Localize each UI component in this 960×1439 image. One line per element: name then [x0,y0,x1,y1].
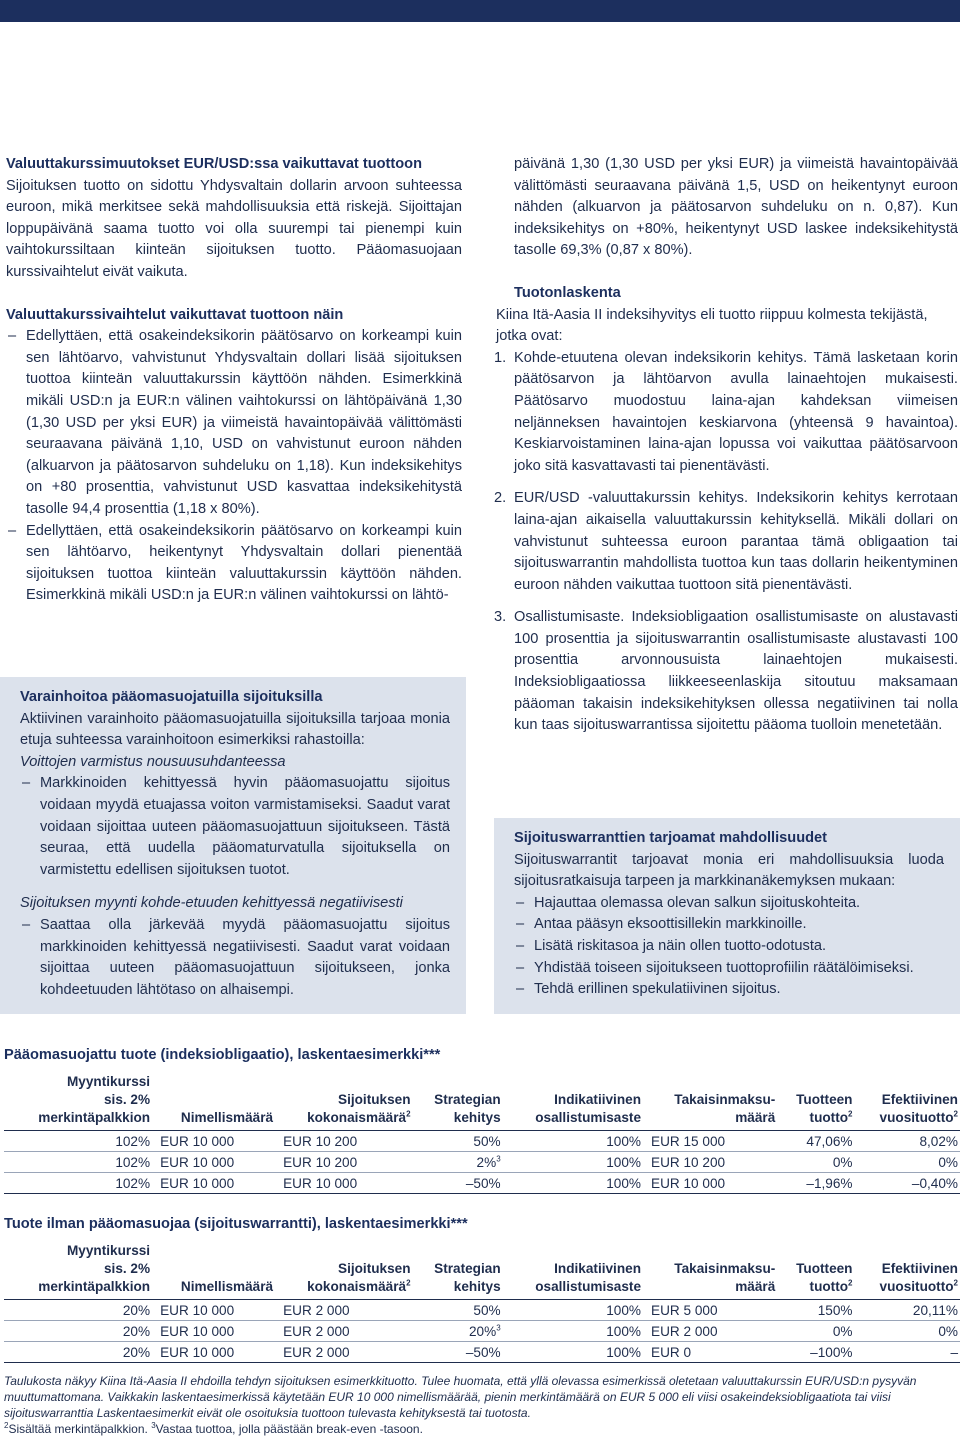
table-header-row [4,1073,960,1131]
table-cell: EUR 10 000 [152,1152,275,1173]
paragraph: Sijoituksen tuotto on sidottu Yhdysvaltain dollarin arvoon suhteessa euroon, mikä merkitsee sekä mahdollisuuksia että riskejä. Sijoittajan loppupäivänä saama tuotto voi olla suurempi tai pienempi kuin vaihtokurssiltaan kiinteän sijoituksen tuotto. Pääomasuojaan kurssivaihtelut eivät vaikuta. [6,177,462,280]
right-column [494,154,958,737]
table-cell: 102% [4,1173,152,1194]
table-cell: 8,02% [855,1131,960,1152]
table-title: Tuote ilman pääomasuojaa (sijoituswarrantti), laskentaesimerkki*** [4,1216,468,1232]
top-bar [0,0,960,22]
table-cell: 0% [855,1152,960,1173]
col-header-annual-return: Efektiivinen vuosituotto$^2$ [855,1073,960,1131]
dash-item: – Edellyttäen, että osakeindeksikorin päätösarvo on korkeampi kuin sen lähtöarvo, heikentynyt Yhdysvaltain dollari pienentää sijoituksen tuottoa kiinteän valuuttakurssin käyttöön nähden. Esimerkkinä mikäli USD:n ja EUR:n välinen vaihtokurssi on lähtö- [6,521,462,607]
dash-item: – Tehdä erillinen spekulatiivinen sijoitus. [514,979,944,1001]
table-cell: 0% [777,1321,854,1342]
col-header-strategy: Strategian kehitys [413,1242,503,1300]
dash-item: – Yhdistää toiseen sijoitukseen tuottoprofiilin räätälöimiseksi. [514,958,944,980]
table-cell: 100% [503,1152,643,1173]
table-title: Pääomasuojattu tuote (indeksiobligaatio), laskentaesimerkki*** [4,1047,441,1063]
col-header-participation: Indikatiivinen osallistumisaste [503,1073,643,1131]
table-cell: 102% [4,1152,152,1173]
table-cell: EUR 10 200 [275,1131,412,1152]
dash-item: – Markkinoiden kehittyessä hyvin pääomasuojattu sijoitus voidaan myydä etuajassa voiton varmistamiseksi. Saadut varat voidaan sijoittaa uuteen pääomasuojattuun sijoitukseen. Tästä seuraa, että uudella pääomaturvatulla sijoituksella on varmistettu edellisen sijoituksen tuotot. [20,773,450,881]
table-row [4,1300,960,1321]
numbered-item [494,348,958,478]
numbered-item [494,488,958,596]
table-row [4,1173,960,1194]
table-cell: EUR 0 [643,1342,777,1363]
table-cell: 2%$^3$ [413,1152,503,1173]
col-header-product-return: Tuotteen tuotto$^2$ [777,1073,854,1131]
table-cell: 20% [4,1321,152,1342]
table-cell: –50% [413,1173,503,1194]
table-row [4,1342,960,1363]
table-cell: EUR 10 000 [152,1173,275,1194]
footnote-main: Taulukosta näkyy Kiina Itä-Aasia II ehdoilla tehdyn sijoituksen esimerkkituotto. Tulee huomata, että yllä olevassa esimerkissä oletetaan valuuttakurssin EUR/USD:n pysyvän muuttumattomana. Vaikkakin laskentaesimerkissä käytetään EUR 10 000 nimellismäärää, pienin merkintämäärä on EUR 5 000 eli viisi osakeindeksiobligaatiota tai viisi sijoituswarranttia Laskentaesimerkit eivät ole osoituksia tuottoon tulevasta kehityksestä tai tuotosta. [4,1374,917,1420]
table-cell: –0,40% [855,1173,960,1194]
section-heading: Valuuttakurssivaihtelut vaikuttavat tuottoon näin [6,306,344,323]
dash-item: – Hajauttaa olemassa olevan salkun sijoituskohteita. [514,893,944,915]
box-title: Sijoituswarranttien tarjoamat mahdollisuudet [514,830,828,846]
dash-list [514,893,944,1001]
col-header-strategy: Strategian kehitys [413,1073,503,1131]
section-heading: Valuuttakurssimuutokset EUR/USD:ssa vaikuttavat tuottoon [6,156,422,172]
table-cell: 100% [503,1321,643,1342]
col-header-annual-return: Efektiivinen vuosituotto$^2$ [855,1242,960,1300]
table-cell: 20,11% [855,1300,960,1321]
dash-item: – Antaa pääsyn eksoottisillekin markkinoille. [514,914,944,936]
table-row [4,1152,960,1173]
table-cell: 150% [777,1300,854,1321]
footnote-refs: $^2$Sisältää merkintäpalkkion. $^3$Vastaa tuottoa, jolla päästään break-even -tasoon. [4,1421,423,1436]
table-cell: –100% [777,1342,854,1363]
table-cell: 0% [777,1152,854,1173]
col-header-total-investment: Sijoituksen kokonaismäärä$^2$ [275,1073,412,1131]
table-cell: EUR 10 000 [275,1173,412,1194]
paragraph: Kiina Itä-Aasia II indeksihyvitys eli tuotto riippuu kolmesta tekijästä, jotka ovat: [496,306,928,345]
info-box-warrants [494,818,960,1014]
table-cell: 100% [503,1173,643,1194]
table-cell: 50% [413,1131,503,1152]
dash-item: – Lisätä riskitasoa ja näin ollen tuotto-odotusta. [514,936,944,958]
table-row [4,1131,960,1152]
dash-item: – Edellyttäen, että osakeindeksikorin päätösarvo on korkeampi kuin sen lähtöarvo, vahvistunut Yhdysvaltain dollari lisää sijoituksen tuottoa kiinteän valuuttakurssin käyttöön nähden. Esimerkkinä mikäli USD:n ja EUR:n välinen vaihtokurssi on lähtöpäivänä 1,30 (1,30 USD per yksi EUR) ja viimeistä havaintopäivää välittömästi seuraavana päivänä 1,10, USD on vahvistunut euroon nähden (alkuarvon ja päätosarvon suhdeluku on 1,18). Kun indeksikehitys on +80 prosenttia, vahvistunut USD kasvattaa indeksikehitystä tasolle 94,4 prosenttia (1,18 x 80%). [6,326,462,520]
col-header-product-return: Tuotteen tuotto$^2$ [777,1242,854,1300]
col-header-nominal: Nimellismäärä [152,1242,275,1300]
table-cell: EUR 10 000 [152,1342,275,1363]
table-cell: EUR 10 000 [152,1300,275,1321]
col-header-sale-price: Myyntikurssi sis. 2% merkintäpalkkion [4,1242,152,1300]
table-cell: EUR 10 000 [643,1173,777,1194]
table-cell: EUR 10 200 [275,1152,412,1173]
col-header-sale-price: Myyntikurssi sis. 2% merkintäpalkkion [4,1073,152,1131]
info-box-asset-management [0,677,466,1014]
table-cell: –50% [413,1342,503,1363]
table-cell: EUR 2 000 [275,1321,412,1342]
box-title: Varainhoitoa pääomasuojatuilla sijoituksilla [20,689,323,705]
table-row [4,1321,960,1342]
table-cell: 20% [4,1342,152,1363]
table-cell: EUR 15 000 [643,1131,777,1152]
paragraph: Sijoituswarrantit tarjoavat monia eri mahdollisuuksia luoda sijoitusratkaisuja tarpeen ja markkinanäkemyksen mukaan: [514,851,944,890]
table-cell: 50% [413,1300,503,1321]
item-number: 2. [494,490,507,507]
col-header-nominal: Nimellismäärä [152,1073,275,1131]
table-cell: EUR 10 000 [152,1131,275,1152]
col-header-total-investment: Sijoituksen kokonaismäärä$^2$ [275,1242,412,1300]
table-cell: 100% [503,1131,643,1152]
numbered-item [494,607,958,737]
table-cell: –1,96% [777,1173,854,1194]
table-cell: EUR 2 000 [643,1321,777,1342]
table-cell: EUR 2 000 [275,1342,412,1363]
col-header-repayment: Takaisinmaksu- määrä [643,1073,777,1131]
box-subheading: Voittojen varmistus nousuusuhdanteessa [20,753,286,770]
paragraph: päivänä 1,30 (1,30 USD per yksi EUR) ja viimeistä havaintopäivää välittömästi seuraavana päivänä 1,5, USD on heikentynyt euroon nähden (alkuarvon ja päätosarvon suhdeluku on n. 0,87). Kun indeksikehitys on +80%, heikentynyt USD laskee indeksikehitystä tasolle 69,3% (0,87 x 80%). [514,156,958,259]
footnotes [4,1373,956,1437]
table-cell: 102% [4,1131,152,1152]
table-cell: 20%$^3$ [413,1321,503,1342]
table-cell: 20% [4,1300,152,1321]
table-cell: 100% [503,1342,643,1363]
col-header-repayment: Takaisinmaksu- määrä [643,1242,777,1300]
table-cell: EUR 5 000 [643,1300,777,1321]
numbered-list [494,348,958,737]
item-text: Osallistumisaste. Indeksiobligaation osallistumisaste on alustavasti 100 prosenttia ja sijoituswarrantin osallistumisaste alustavasti 100 prosenttia arvonnousuista lainaehtojen mukaisesti. Indeksiobligaatiossa liikkeeseenlaskija sitoutuu maksamaan pääoman takaisin indeksikehityksen ollessa negatiivinen tai nolla kun taas sijoituswarrantissa sijoitettu pääoma tuolloin menetetään. [514,609,958,734]
dash-item: – Saattaa olla järkevää myydä pääomasuojattu sijoitus markkinoiden kehittyessä negatiivisesti. Saadut varat voidaan sijoittaa uuteen pääomasuojattuun sijoitukseen, jonka kohdeetuuden lähtötaso on alhaisempi. [20,915,450,1001]
item-text: EUR/USD -valuuttakurssin kehitys. Indeksikorin kehitys kerrotaan laina-ajan aikaisella valuuttakurssin kehityksellä. Mikäli dollari on vahvistunut suhteessa euroon parantaa tämä obligaation tai sijoituswarrantin mahdollista tuottoa kun taas dollarin heikentyminen euroon nähden vaikuttaa tuottoon sitä pienentävästi. [514,490,958,593]
calc-table-bond [4,1073,960,1194]
table-header-row [4,1242,960,1300]
section-heading: Tuotonlaskenta [514,284,621,301]
left-column [6,154,462,607]
col-header-participation: Indikatiivinen osallistumisaste [503,1242,643,1300]
box-subheading: Sijoituksen myynti kohde-etuuden kehittyessä negatiivisesti [20,895,403,912]
item-number: 1. [494,349,507,366]
table-cell: EUR 10 200 [643,1152,777,1173]
item-number: 3. [494,609,507,626]
item-text: Kohde-etuutena olevan indeksikorin kehitys. Tämä lasketaan korin päätösarvon ja lähtöarvon avulla lainaehtojen mukaisesti. Päätösarvo muodostuu laina-ajan kahdeksan viimeisen neljänneksen havaintojen keskiarvona (yhteensä 9 havaintoa). Keskiarvoistaminen laina-ajan lopussa voi vaikuttaa päätösarvoon joko sitä kasvattavasti tai pienentävästi. [514,349,958,474]
table-cell: 0% [855,1321,960,1342]
table-cell: EUR 2 000 [275,1300,412,1321]
table-cell: 47,06% [777,1131,854,1152]
table-cell: EUR 10 000 [152,1321,275,1342]
calc-table-warrant [4,1242,960,1363]
table-cell: – [855,1342,960,1363]
table-cell: 100% [503,1300,643,1321]
paragraph: Aktiivinen varainhoito pääomasuojatuilla sijoituksilla tarjoaa monia etuja suhteessa varainhoitoon esimerkiksi rahastoilla: [20,710,450,749]
